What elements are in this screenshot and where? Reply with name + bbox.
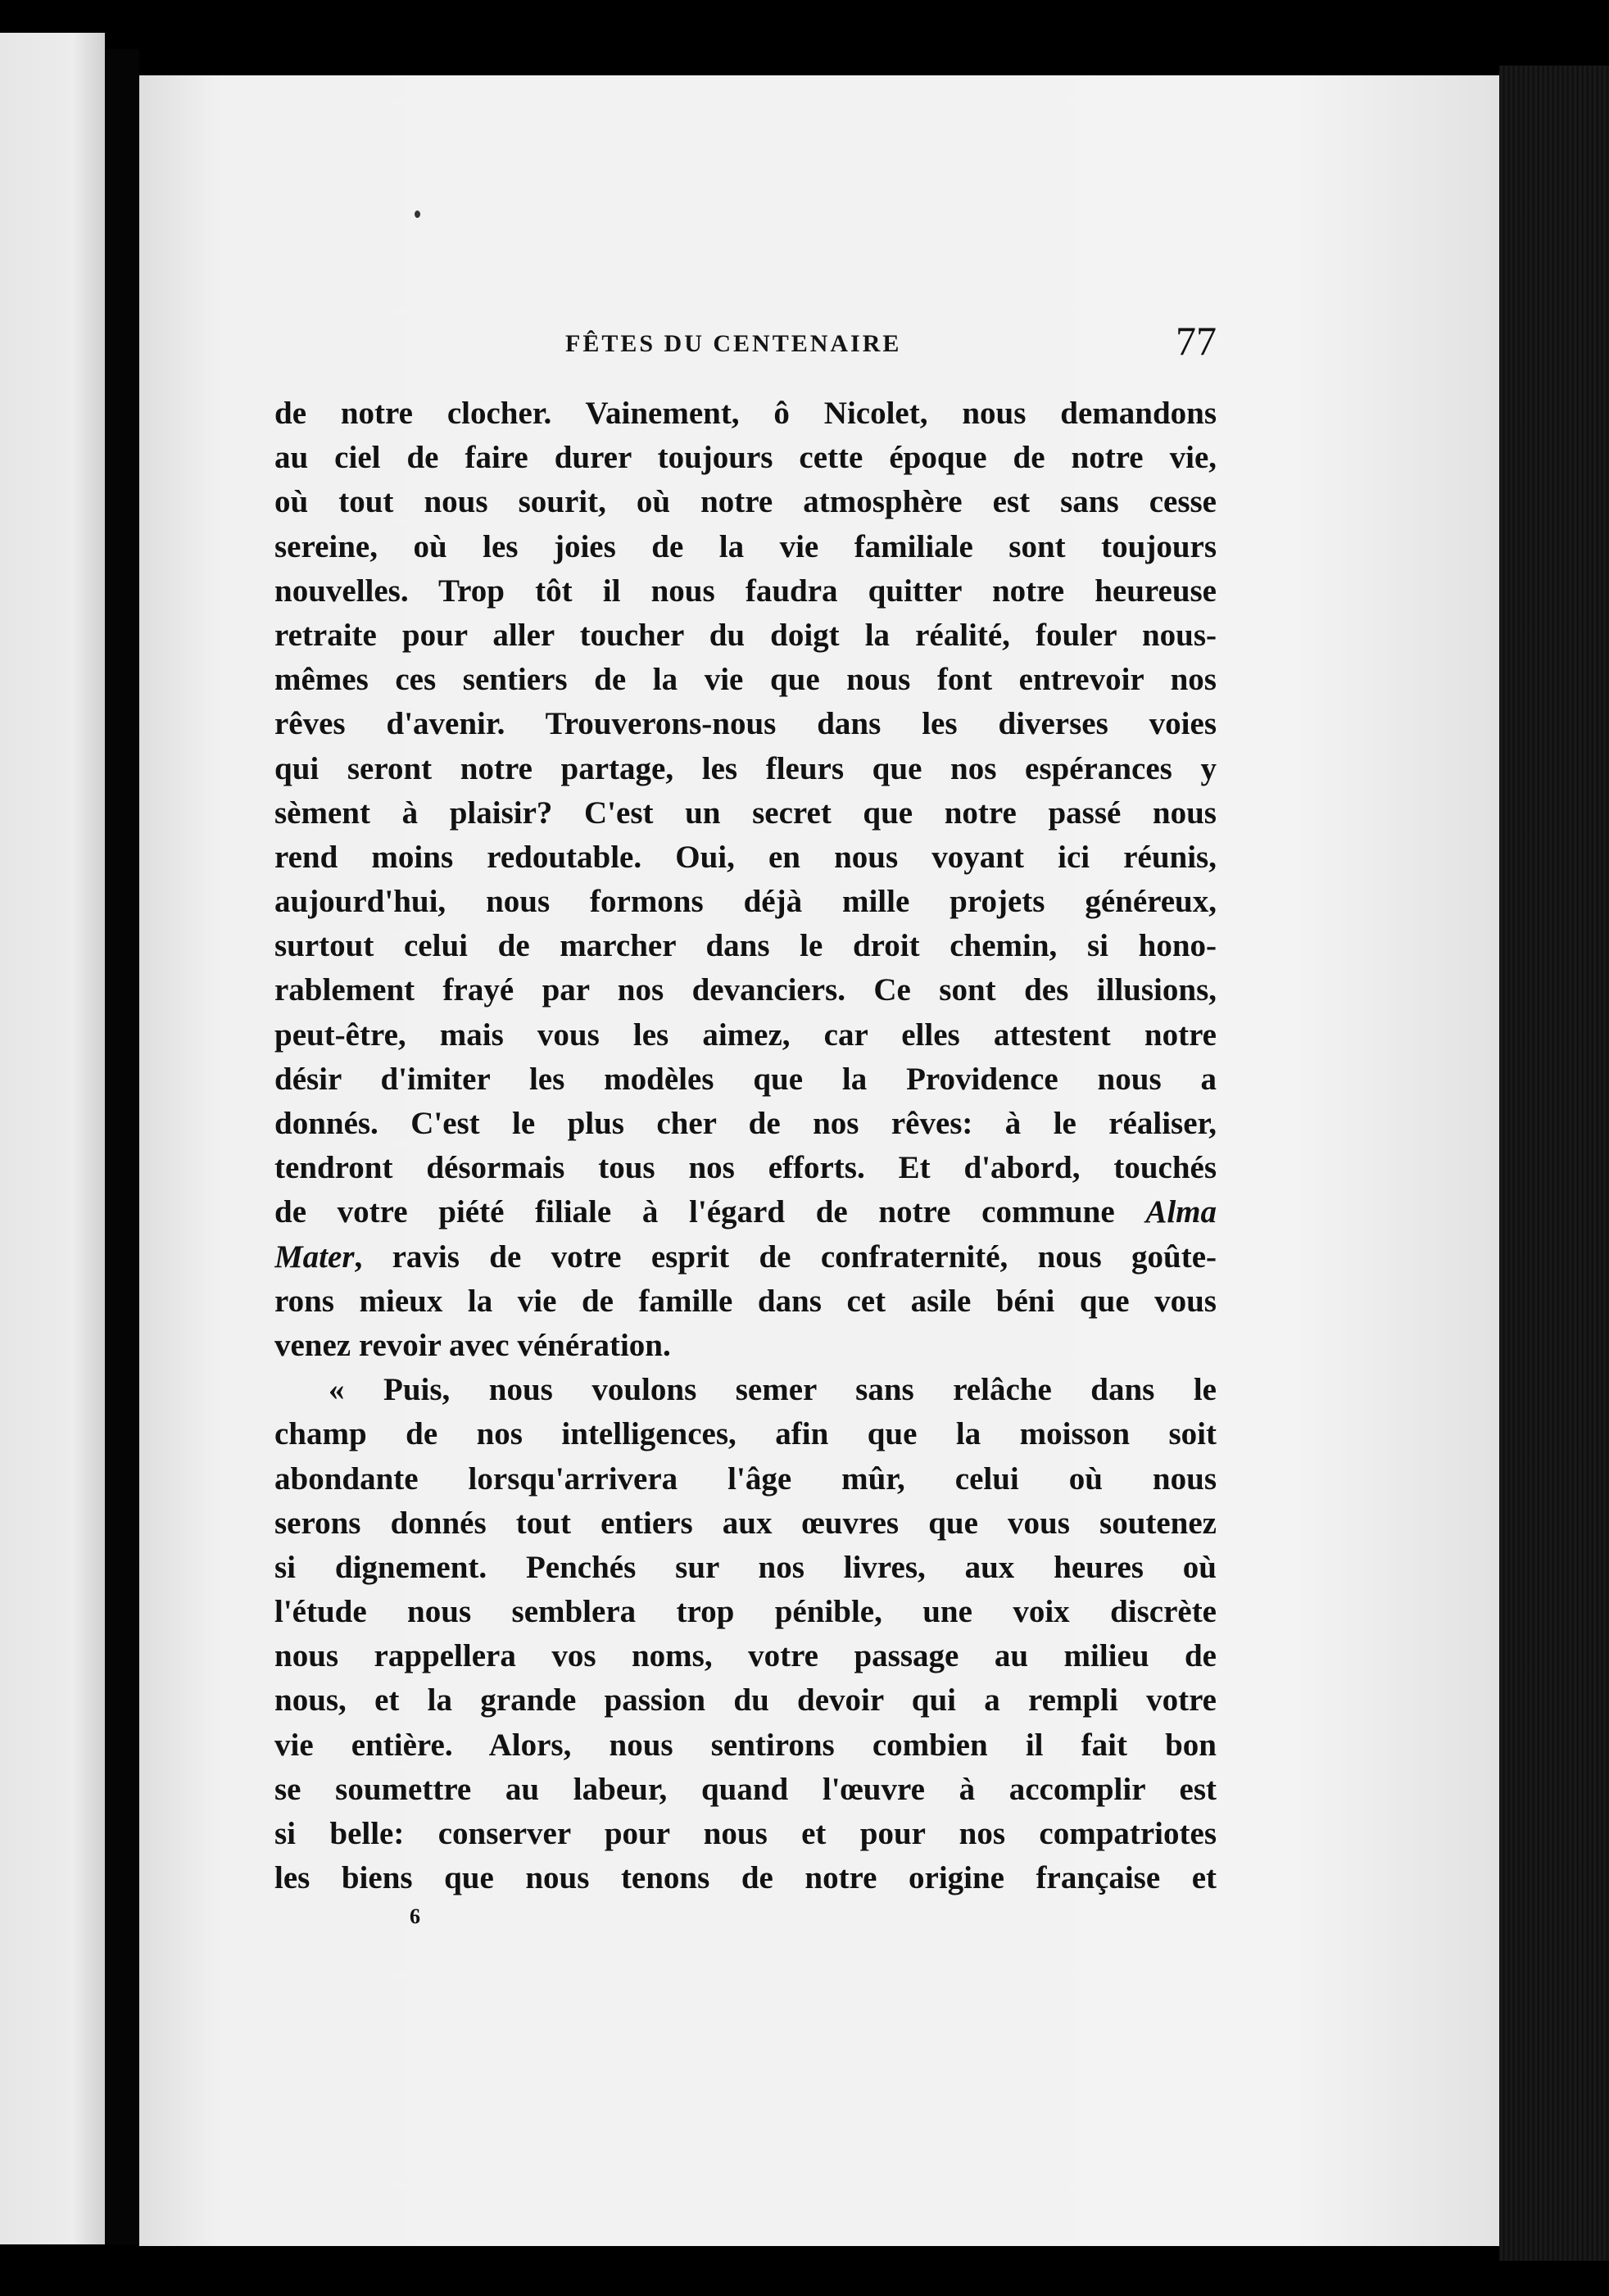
text-line: mêmes ces sentiers de la vie que nous font entrevoir nos: [274, 662, 1217, 698]
text-line: où tout nous sourit, où notre atmosphère est sans cesse: [274, 484, 1217, 520]
text-line: serons donnés tout entiers aux œuvres que vous soutenez: [274, 1505, 1217, 1541]
text-line: nouvelles. Trop tôt il nous faudra quitter notre heureuse: [274, 573, 1217, 609]
page-header: [274, 318, 1217, 373]
text-line: qui seront notre partage, les fleurs que nos espérances y: [274, 750, 1217, 786]
text-line: si dignement. Penchés sur nos livres, aux heures où: [274, 1549, 1217, 1585]
text-line: peut-être, mais vous les aimez, car elles attestent notre: [274, 1017, 1217, 1053]
text-line: « Puis, nous voulons semer sans relâche dans le: [329, 1372, 1217, 1408]
text-line: Mater, ravis de votre esprit de confraternité, nous goûte-: [274, 1239, 1217, 1275]
text-line: désir d'imiter les modèles que la Providence nous a: [274, 1061, 1217, 1097]
text-line: si belle: conserver pour nous et pour nos compatriotes: [274, 1816, 1217, 1851]
text-line: venez revoir avec vénération.: [274, 1327, 671, 1363]
text-line: surtout celui de marcher dans le droit chemin, si hono-: [274, 928, 1217, 964]
page-number: 77: [1176, 318, 1217, 364]
page-speck: [415, 211, 420, 218]
body-text: [274, 392, 1217, 1900]
left-page-gutter: [105, 49, 139, 2244]
text-line: nous rappellera vos noms, votre passage au milieu de: [274, 1638, 1217, 1674]
left-page: [0, 33, 105, 2244]
text-line: au ciel de faire durer toujours cette époque de notre vie,: [274, 440, 1217, 476]
text-line: vie entière. Alors, nous sentirons combien il fait bon: [274, 1727, 1217, 1763]
text-line: retraite pour aller toucher du doigt la réalité, fouler nous-: [274, 617, 1217, 653]
text-line: rons mieux la vie de famille dans cet asile béni que vous: [274, 1283, 1217, 1319]
text-line: rend moins redoutable. Oui, en nous voyant ici réunis,: [274, 839, 1217, 875]
text-line: rêves d'avenir. Trouverons-nous dans les diverses voies: [274, 706, 1217, 742]
text-line: sereine, où les joies de la vie familiale sont toujours: [274, 528, 1217, 564]
text-line: sèment à plaisir? C'est un secret que notre passé nous: [274, 795, 1217, 831]
text-line: tendront désormais tous nos efforts. Et d'abord, touchés: [274, 1150, 1217, 1186]
text-line: champ de nos intelligences, afin que la moisson soit: [274, 1416, 1217, 1452]
text-line: se soumettre au labeur, quand l'œuvre à accomplir est: [274, 1771, 1217, 1807]
text-line: l'étude nous semblera trop pénible, une voix discrète: [274, 1594, 1217, 1630]
text-line: abondante lorsqu'arrivera l'âge mûr, celui où nous: [274, 1460, 1217, 1497]
text-line: rablement frayé par nos devanciers. Ce sont des illusions,: [274, 972, 1217, 1008]
text-line: aujourd'hui, nous formons déjà mille projets généreux,: [274, 884, 1217, 920]
text-line: donnés. C'est le plus cher de nos rêves: à le réaliser,: [274, 1106, 1217, 1141]
signature-mark: 6: [410, 1904, 420, 1928]
text-line: nous, et la grande passion du devoir qui a rempli votre: [274, 1682, 1217, 1719]
running-title: FÊTES DU CENTENAIRE: [565, 330, 902, 357]
book-edge: [1499, 66, 1609, 2261]
text-line: de notre clocher. Vainement, ô Nicolet, nous demandons: [274, 396, 1217, 431]
text-line: de votre piété filiale à l'égard de notre commune Alma: [274, 1194, 1217, 1230]
text-line: les biens que nous tenons de notre origine française et: [274, 1860, 1217, 1896]
